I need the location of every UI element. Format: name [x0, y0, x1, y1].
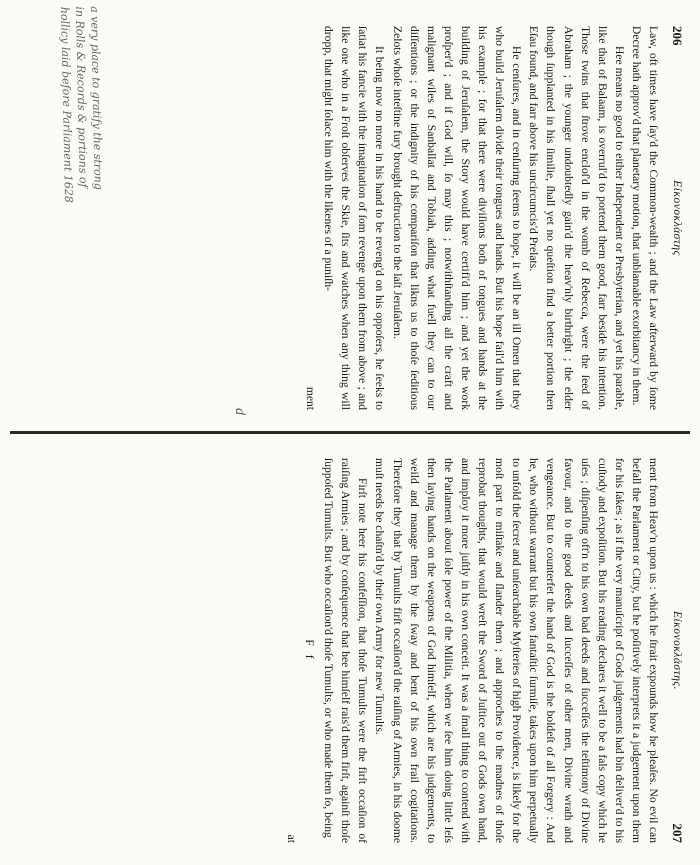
right-page-header: [664, 458, 686, 843]
handwriting-line: a very place to gratify the strong: [88, 6, 105, 190]
right-running-head: Eἰκονοκλάστης.: [671, 611, 683, 690]
handwritten-annotation: [57, 6, 111, 427]
right-catchword: at: [285, 834, 299, 843]
handwriting-line: in Rolls & Records & portions of: [73, 6, 90, 188]
right-page-number: 207: [670, 823, 685, 843]
left-paragraph: It being now no more in his hand to be reveng'd on his oppoſers, he ſeeks to ſatiat his fancie with the imagination of ſom revenge upon them from above ; and like one who in a Froſt obſerves the Skie, ſits and watches when any thing will dropp, that might ſolace him with the likenes of a puniſh-: [322, 26, 387, 410]
right-paragraph: ment from Heav'n upon us : which he ſtrait expounds how he pleaſes. No evil can befall the Parlament or Citty, but he poſitively interprets it a judgement upon them for his ſakes ; as if the very manuſcript of Gods judgements had bin deliver'd to his cuſtody and expoſition. But his reading declares it well to be a fals copy which he uſes ; diſpenſing oft'n to his own bad deeds and ſucceſſes the teſtimony of Divine favour, and to the good deeds and ſucceſſes of other men, Divine wrath and vengeance. But to counterfet the hand of God is the boldeſt of all Forgery : And he, who without warrant but his own fantaſtic ſurmiſe, takes upon him perpetually to unfold the ſecret and unſearchable Myſteries of high Providence, is likely for the moſt part to miſtake and ſlander them ; and approches to the madnes of thoſe reprobat thoughts, that would wreſt the Sword of Juſtice out of Gods own hand, and imploy it more juſtly in his own conceit. It was a ſmall thing to contend with the Parlament about ſole power of the Militia, when we ſee him doing little leſs then laying hands on the weapons of God himſelf, which are his judgements, to weild and manage them by the ſway and bent of his own frail cogitations. Therefore they that by Tumults firſt occaſion'd the raiſing of Armies, in his doome muſt needs be chaſtn'd by their own Army for new Tumults.: [373, 458, 660, 843]
left-catchword: ment: [304, 386, 318, 410]
left-margin-mark: d: [232, 408, 247, 415]
right-paragraph: Firſt note heer his confeſſion, that thoſe Tumults were the firſt occaſion of raiſing Armies ; and by conſequence that hee himſelf rais'd them firſt, againſt thoſe ſuppoſed Tumults. But who occaſion'd thoſe Tumults, or who made them ſo, being: [322, 458, 370, 843]
signature-mark: F f: [303, 639, 317, 662]
left-paragraph: Hee means no good to either Independent or Presbyterian, and yet his parable, like that of Balaam, is overrul'd to portend them good, farr beside his intention. Those twins that ſtrove encloſ'd in the womb of Rebecca, were the ſeed of Abraham ; the younger undoubtedly gain'd the heav'nly birthright ; the elder though ſupplanted in his ſimilie, ſhall yet no queſtion find a better portion then Eſau found, and farr above his uncircumcis'd Prelats.: [527, 26, 626, 410]
left-page-header: [664, 26, 686, 410]
right-page: [0, 436, 700, 865]
left-page-number: 206: [670, 26, 685, 46]
book-gutter: [10, 431, 690, 434]
left-page: [0, 0, 700, 432]
left-paragraph: He cenſures, and in cenſuring ſeems to hope, it will be an ill Omen that they who build Jeruſalem divide their tongues and hands. But his hope fail'd him with his example ; for that there were diviſions both of tongues and hands at the building of Jeruſalem, the Story would have certifi'd him ; and yet the work proſper'd ; and if God will, ſo may this ; notwithſtanding all the craft and malignant wiles of Sanballat and Tobiah, adding what fuell they can to our diſſentions ; or the indignity of his compariſon that likns us to thoſe ſeditious Zelots whoſe inteſtine fury brought deſtruction to the laſt Jeruſalem.: [390, 26, 524, 410]
left-paragraph: Law, oft times have ſay'd the Common-wealth ; and the Law afterward by ſome Decree hath approv'd that planetary motion, that unblamable exorbitancy in them.: [629, 26, 660, 410]
left-running-head: Eἰκονοκλάστης: [671, 180, 683, 256]
handwriting-line: hollicy laid before Parliament 1628: [58, 6, 76, 203]
